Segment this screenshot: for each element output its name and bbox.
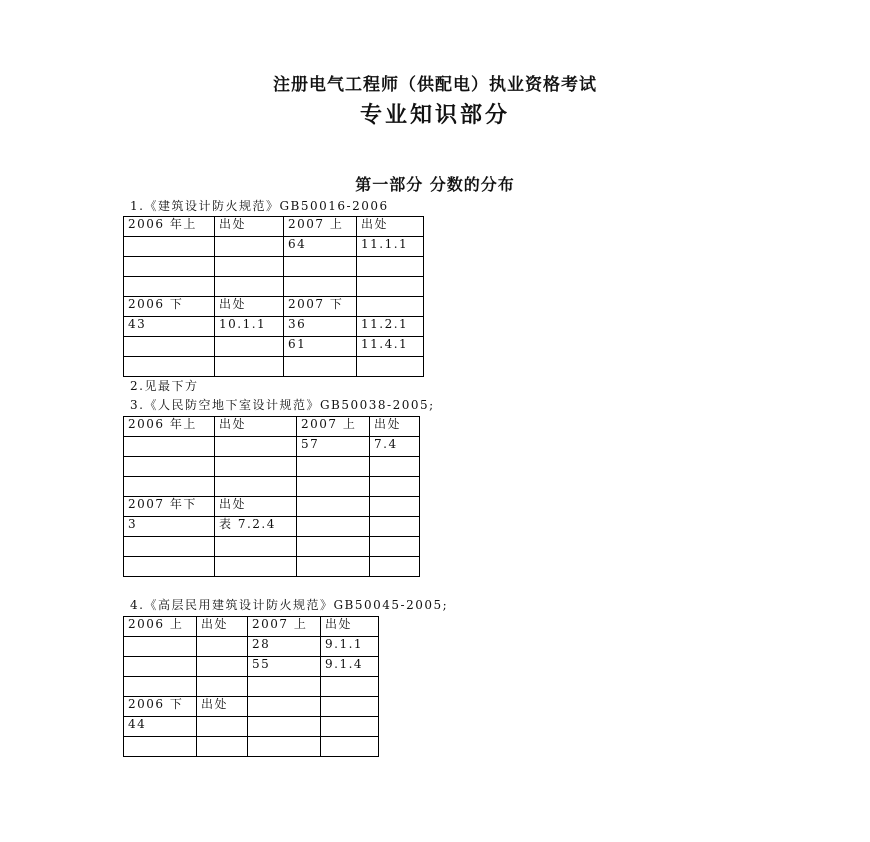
section-heading: 第一部分 分数的分布 <box>355 175 515 194</box>
table-cell: 出处 <box>215 217 284 237</box>
table-cell <box>297 517 370 537</box>
table-cell <box>215 477 297 497</box>
table-row <box>124 537 420 557</box>
table-cell: 2006 上 <box>124 617 197 637</box>
table-cell: 2006 下 <box>124 697 197 717</box>
table-cell <box>124 737 197 757</box>
table-cell <box>124 337 215 357</box>
table-cell: 7.4 <box>370 437 420 457</box>
table-cell <box>370 477 420 497</box>
table-cell <box>297 497 370 517</box>
table-cell: 出处 <box>215 497 297 517</box>
table-row <box>124 417 420 437</box>
item-2-heading: 2.见最下方 <box>130 379 199 393</box>
table-cell <box>248 737 321 757</box>
table-cell <box>357 357 424 377</box>
table-row <box>124 637 379 657</box>
document-subtitle: 专业知识部分 <box>359 103 510 128</box>
table-cell <box>215 277 284 297</box>
table-cell: 28 <box>248 637 321 657</box>
table-cell: 11.4.1 <box>357 337 424 357</box>
table-row <box>124 437 420 457</box>
table-cell: 出处 <box>197 617 248 637</box>
table-cell <box>370 517 420 537</box>
table-cell <box>248 717 321 737</box>
table-row <box>124 337 424 357</box>
table-cell: 64 <box>284 237 357 257</box>
table-cell <box>197 677 248 697</box>
table-row <box>124 277 424 297</box>
table-cell <box>124 557 215 577</box>
table-cell <box>215 357 284 377</box>
table-cell: 出处 <box>357 217 424 237</box>
table-cell <box>370 537 420 557</box>
table-cell: 表 7.2.4 <box>215 517 297 537</box>
table-cell <box>124 637 197 657</box>
item-4-table <box>123 616 379 757</box>
table-cell: 2007 上 <box>284 217 357 237</box>
table-cell: 44 <box>124 717 197 737</box>
table-row <box>124 457 420 477</box>
table-cell <box>357 257 424 277</box>
table-cell <box>124 677 197 697</box>
item-1-table <box>123 216 424 377</box>
table-cell: 2006 年上 <box>124 417 215 437</box>
table-row <box>124 677 379 697</box>
table-cell <box>297 537 370 557</box>
table-cell: 57 <box>297 437 370 457</box>
item-4-heading: 4.《高层民用建筑设计防火规范》GB50045-2005; <box>130 598 449 612</box>
table-row <box>124 717 379 737</box>
table-row <box>124 697 379 717</box>
table-cell <box>297 477 370 497</box>
table-cell <box>284 257 357 277</box>
table-cell <box>124 477 215 497</box>
table-cell <box>124 277 215 297</box>
document-title: 注册电气工程师（供配电）执业资格考试 <box>273 75 597 95</box>
table-cell: 出处 <box>215 297 284 317</box>
table-row <box>124 317 424 337</box>
item-3-table <box>123 416 420 577</box>
table-row <box>124 237 424 257</box>
table-cell: 2006 年上 <box>124 217 215 237</box>
table-cell <box>215 237 284 257</box>
table-cell <box>321 737 379 757</box>
table-cell: 出处 <box>370 417 420 437</box>
table-cell: 61 <box>284 337 357 357</box>
table-cell: 10.1.1 <box>215 317 284 337</box>
table-cell <box>284 357 357 377</box>
item-1-heading: 1.《建筑设计防火规范》GB50016-2006 <box>130 199 389 213</box>
table-cell <box>124 237 215 257</box>
table-row <box>124 617 379 637</box>
table-cell: 2007 上 <box>248 617 321 637</box>
table-cell <box>370 497 420 517</box>
table-row <box>124 257 424 277</box>
table-cell: 出处 <box>197 697 248 717</box>
table-cell: 11.2.1 <box>357 317 424 337</box>
table-cell <box>248 697 321 717</box>
table-cell <box>124 437 215 457</box>
table-row <box>124 497 420 517</box>
table-row <box>124 357 424 377</box>
table-cell <box>321 677 379 697</box>
table-cell <box>321 717 379 737</box>
table-row <box>124 217 424 237</box>
table-cell <box>215 257 284 277</box>
table-cell <box>370 557 420 577</box>
table-cell <box>357 297 424 317</box>
table-row <box>124 297 424 317</box>
table-cell: 3 <box>124 517 215 537</box>
table-cell: 2007 年下 <box>124 497 215 517</box>
table-cell <box>357 277 424 297</box>
table-cell <box>215 457 297 477</box>
table-row <box>124 657 379 677</box>
table-cell <box>197 657 248 677</box>
table-cell <box>284 277 357 297</box>
table-cell <box>321 697 379 717</box>
table-row <box>124 557 420 577</box>
table-cell: 11.1.1 <box>357 237 424 257</box>
table-cell <box>297 557 370 577</box>
table-cell: 出处 <box>321 617 379 637</box>
table-row <box>124 737 379 757</box>
table-cell: 9.1.4 <box>321 657 379 677</box>
table-cell <box>215 537 297 557</box>
table-cell: 2006 下 <box>124 297 215 317</box>
table-cell <box>297 457 370 477</box>
table-cell: 43 <box>124 317 215 337</box>
table-cell: 9.1.1 <box>321 637 379 657</box>
table-cell <box>124 257 215 277</box>
table-cell: 36 <box>284 317 357 337</box>
table-cell <box>124 537 215 557</box>
table-cell <box>197 737 248 757</box>
table-cell <box>124 357 215 377</box>
item-3-heading: 3.《人民防空地下室设计规范》GB50038-2005; <box>130 398 435 412</box>
table-cell <box>124 457 215 477</box>
table-cell: 2007 下 <box>284 297 357 317</box>
table-cell <box>370 457 420 477</box>
table-cell: 出处 <box>215 417 297 437</box>
table-row <box>124 477 420 497</box>
table-cell <box>248 677 321 697</box>
table-cell <box>197 637 248 657</box>
table-cell <box>215 437 297 457</box>
table-cell <box>124 657 197 677</box>
table-cell <box>197 717 248 737</box>
table-cell <box>215 337 284 357</box>
table-cell <box>215 557 297 577</box>
table-cell: 55 <box>248 657 321 677</box>
table-row <box>124 517 420 537</box>
table-cell: 2007 上 <box>297 417 370 437</box>
